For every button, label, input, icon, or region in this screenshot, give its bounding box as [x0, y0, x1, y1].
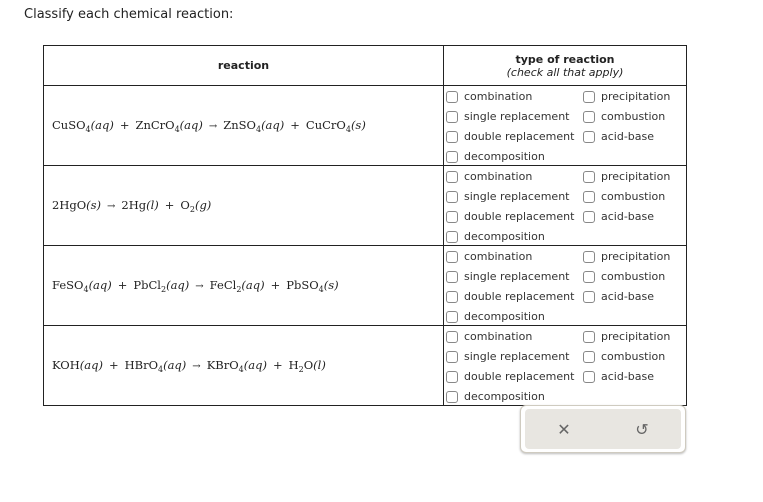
checkbox-single-replacement[interactable] — [446, 108, 583, 125]
checkbox-box[interactable] — [446, 111, 458, 123]
checkbox-box[interactable] — [446, 251, 458, 263]
checkbox-acid-base[interactable] — [583, 128, 686, 145]
checkbox-box[interactable] — [583, 191, 595, 203]
checkbox-decomposition[interactable] — [446, 388, 583, 405]
reaction-equation — [44, 326, 444, 406]
checkbox-label: combustion — [601, 350, 666, 363]
subscript: 4 — [255, 124, 262, 134]
checkbox-single-replacement[interactable] — [446, 268, 583, 285]
checkbox-label: precipitation — [601, 170, 671, 183]
formula: O — [180, 197, 190, 212]
checkbox-double-replacement[interactable] — [446, 128, 583, 145]
formula: H — [288, 357, 299, 372]
reaction-type-options — [444, 246, 687, 326]
reaction-header: reaction — [44, 46, 444, 86]
formula: PbCl — [133, 277, 161, 292]
checkbox-label: precipitation — [601, 90, 671, 103]
checkbox-box[interactable] — [583, 351, 595, 363]
empty-cell — [583, 228, 686, 245]
state: (aq) — [163, 357, 187, 372]
reaction-row — [44, 166, 687, 246]
subscript: 2 — [189, 204, 195, 214]
subscript: 4 — [174, 124, 180, 134]
checkbox-combination[interactable] — [446, 328, 583, 345]
checkbox-label: acid-base — [601, 130, 655, 143]
checkbox-box[interactable] — [446, 351, 458, 363]
checkbox-acid-base[interactable] — [583, 368, 686, 385]
checkbox-combustion[interactable] — [583, 108, 686, 125]
checkbox-box[interactable] — [446, 291, 458, 303]
type-header-hint: (check all that apply) — [506, 65, 624, 79]
checkbox-combination[interactable] — [446, 88, 583, 105]
plus-sign: + — [270, 277, 281, 292]
checkbox-box[interactable] — [446, 151, 458, 163]
prompt: Classify each chemical reaction: — [24, 7, 234, 22]
checkbox-label: combination — [464, 170, 533, 183]
formula: KBrO — [206, 357, 239, 372]
checkbox-box[interactable] — [446, 211, 458, 223]
formula: CuCrO — [305, 117, 346, 132]
checkbox-label: single replacement — [464, 190, 570, 203]
formula: FeCl — [209, 277, 237, 292]
formula: KOH — [52, 357, 80, 372]
state: (aq) — [166, 277, 190, 292]
checkbox-acid-base[interactable] — [583, 208, 686, 225]
reaction-table — [43, 45, 687, 406]
checkbox-box[interactable] — [583, 111, 595, 123]
checkbox-label: single replacement — [464, 270, 570, 283]
checkbox-combustion[interactable] — [583, 188, 686, 205]
checkbox-label: precipitation — [601, 250, 671, 263]
checkbox-combustion[interactable] — [583, 268, 686, 285]
checkbox-decomposition[interactable] — [446, 228, 583, 245]
subscript: 4 — [238, 364, 244, 374]
reaction-row — [44, 86, 687, 166]
checkbox-label: double replacement — [464, 290, 575, 303]
plus-sign: + — [119, 117, 130, 132]
checkbox-double-replacement[interactable] — [446, 368, 583, 385]
checkbox-double-replacement[interactable] — [446, 288, 583, 305]
action-panel — [520, 405, 686, 453]
checkbox-label: combination — [464, 90, 533, 103]
checkbox-double-replacement[interactable] — [446, 208, 583, 225]
reaction-type-options — [444, 326, 687, 406]
checkbox-box[interactable] — [446, 171, 458, 183]
checkbox-label: acid-base — [601, 290, 655, 303]
formula-tail: O — [303, 357, 314, 372]
reset-button[interactable]: ↺ — [635, 419, 649, 439]
checkbox-precipitation[interactable] — [583, 168, 686, 185]
checkbox-single-replacement[interactable] — [446, 188, 583, 205]
subscript: 2 — [298, 364, 304, 374]
arrow-icon: → — [208, 120, 218, 132]
subscript: 2 — [236, 284, 242, 294]
formula: CuSO — [52, 117, 86, 132]
checkbox-label: single replacement — [464, 110, 570, 123]
checkbox-combination[interactable] — [446, 248, 583, 265]
checkbox-label: decomposition — [464, 310, 545, 323]
subscript: 4 — [318, 284, 324, 294]
checkbox-box[interactable] — [446, 91, 458, 103]
checkbox-label: acid-base — [601, 370, 655, 383]
formula: ZnCrO — [135, 117, 175, 132]
state: (l) — [313, 357, 326, 372]
state: (s) — [350, 117, 366, 132]
checkbox-box[interactable] — [583, 211, 595, 223]
clear-button[interactable]: ✕ — [557, 419, 571, 439]
state: (g) — [194, 197, 212, 212]
checkbox-box[interactable] — [446, 331, 458, 343]
checkbox-label: decomposition — [464, 390, 545, 403]
state: (s) — [86, 197, 102, 212]
arrow-icon: → — [195, 280, 204, 292]
plus-sign: + — [117, 277, 128, 292]
checkbox-box[interactable] — [446, 131, 458, 143]
checkbox-box[interactable] — [446, 271, 458, 283]
checkbox-precipitation[interactable] — [583, 88, 686, 105]
arrow-icon: → — [107, 200, 116, 212]
state: (aq) — [243, 357, 267, 372]
empty-cell — [583, 388, 686, 405]
state: (aq) — [90, 117, 114, 132]
checkbox-label: acid-base — [601, 210, 655, 223]
checkbox-label: decomposition — [464, 230, 545, 243]
checkbox-combustion[interactable] — [583, 348, 686, 365]
formula: HBrO — [124, 357, 158, 372]
checkbox-box[interactable] — [446, 311, 458, 323]
state: (aq) — [261, 117, 285, 132]
reaction-type-options — [444, 166, 687, 246]
checkbox-label: double replacement — [464, 130, 575, 143]
checkbox-single-replacement[interactable] — [446, 348, 583, 365]
subscript: 4 — [85, 124, 91, 134]
reaction-type-options — [444, 86, 687, 166]
checkbox-box[interactable] — [446, 191, 458, 203]
state: (aq) — [179, 117, 203, 132]
state: (l) — [146, 197, 159, 212]
checkbox-box[interactable] — [583, 271, 595, 283]
checkbox-label: combination — [464, 250, 533, 263]
empty-cell — [583, 148, 686, 165]
subscript: 4 — [345, 124, 351, 134]
checkbox-label: double replacement — [464, 210, 575, 223]
checkbox-acid-base[interactable] — [583, 288, 686, 305]
checkbox-label: decomposition — [464, 150, 545, 163]
checkbox-box[interactable] — [446, 231, 458, 243]
checkbox-decomposition[interactable] — [446, 148, 583, 165]
checkbox-label: double replacement — [464, 370, 575, 383]
state: (aq) — [88, 277, 112, 292]
state: (aq) — [241, 277, 265, 292]
formula: FeSO — [52, 277, 84, 292]
checkbox-label: combustion — [601, 270, 666, 283]
checkbox-label: precipitation — [601, 330, 671, 343]
checkbox-precipitation[interactable] — [583, 328, 686, 345]
reaction-row — [44, 326, 687, 406]
plus-sign: + — [272, 357, 283, 372]
checkbox-box[interactable] — [583, 251, 595, 263]
type-header — [444, 46, 687, 86]
checkbox-label: single replacement — [464, 350, 570, 363]
state: (s) — [323, 277, 339, 292]
formula: 2Hg — [121, 197, 147, 212]
arrow-icon: → — [192, 360, 201, 372]
type-header-title: type of reaction — [515, 52, 615, 66]
subscript: 2 — [160, 284, 167, 294]
checkbox-label: combustion — [601, 110, 666, 123]
checkbox-box[interactable] — [583, 291, 595, 303]
checkbox-box[interactable] — [583, 331, 595, 343]
checkbox-decomposition[interactable] — [446, 308, 583, 325]
subscript: 4 — [158, 364, 164, 374]
reaction-equation — [44, 86, 444, 166]
checkbox-box[interactable] — [583, 371, 595, 383]
formula: ZnSO — [223, 117, 256, 132]
subscript: 4 — [83, 284, 89, 294]
empty-cell — [583, 308, 686, 325]
checkbox-box[interactable] — [446, 391, 458, 403]
reaction-row — [44, 246, 687, 326]
checkbox-precipitation[interactable] — [583, 248, 686, 265]
checkbox-box[interactable] — [446, 371, 458, 383]
checkbox-box[interactable] — [583, 91, 595, 103]
checkbox-label: combination — [464, 330, 533, 343]
reaction-equation — [44, 246, 444, 326]
checkbox-combination[interactable] — [446, 168, 583, 185]
checkbox-box[interactable] — [583, 171, 595, 183]
formula: 2HgO — [52, 197, 87, 212]
checkbox-box[interactable] — [583, 131, 595, 143]
state: (aq) — [79, 357, 103, 372]
formula: PbSO — [286, 277, 319, 292]
checkbox-label: combustion — [601, 190, 666, 203]
plus-sign: + — [290, 117, 300, 132]
plus-sign: + — [108, 357, 119, 372]
reaction-equation — [44, 166, 444, 246]
plus-sign: + — [164, 197, 175, 212]
